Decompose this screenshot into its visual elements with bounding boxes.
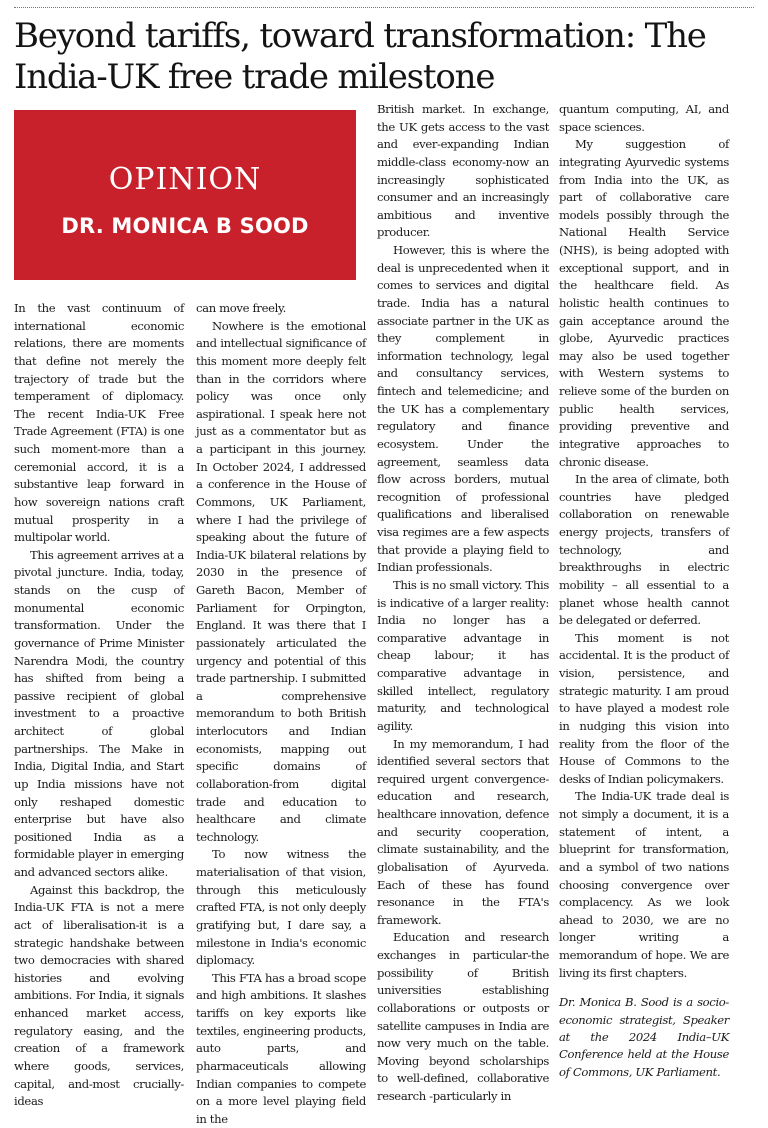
section-label: OPINION xyxy=(108,162,262,197)
headline: Beyond tariffs, toward transformation: The India-UK free trade milestone xyxy=(14,16,706,97)
paragraph: can move freely. xyxy=(196,301,286,315)
paragraph: This agreement arrives at a pivotal juncture. India, today, stands on the cusp of monumental economic transformation. Under the governance of Prime Minister Narendra Modi, the country has shifted from being a passive recipient of global investment to a proactive architect of global partnerships. The Make in India, Digital India, and Start up India missions have not only reshaped domestic enterprise but have also positioned India as a formidable player in emerging and advanced sectors alike. xyxy=(14,547,184,879)
article-column-2 xyxy=(196,300,366,1128)
top-dotted-rule xyxy=(14,7,754,8)
paragraph: My suggestion of integrating Ayurvedic systems from India into the UK, as part of collaborative care models possibly through the National Health Service (NHS), is being adopted with exceptional support, and in the healthcare field. As holistic health continues to gain acceptance around the globe, Ayurvedic practices may also be used together with Western systems to relieve some of the burden on public health services, providing preventive and integrative approaches to chronic disease. xyxy=(559,137,729,469)
paragraph: Education and research exchanges in particular-the possibility of British universities establishing collaborations or outposts or satellite campuses in India are now very much on the table. Moving beyond scholarships to well-defined, collaborative research -particularly in xyxy=(377,930,549,1103)
paragraph: In the area of climate, both countries have pledged collaboration on renewable energy projects, transfers of technology, and breakthroughs in electric mobility – all essential to a planet whose health cannot be delegated or deferred. xyxy=(559,472,729,628)
paragraph: This FTA has a broad scope and high ambitions. It slashes tariffs on key exports like textiles, engineering products, auto parts, and pharmaceuticals allowing Indian companies to compete on a more level playing field in the xyxy=(196,970,366,1126)
paragraph: Against this backdrop, the India-UK FTA is not a mere act of liberalisation-it is a strategic handshake between two democracies with shared histories and evolving ambitions. For India, it signals enhanced market access, regulatory easing, and the creation of a framework where goods, services, capital, and-most crucially-ideas xyxy=(14,882,184,1109)
paragraph: This moment is not accidental. It is the product of vision, persistence, and strategic maturity. I am proud to have played a modest role in nudging this vision into reality from the floor of the House of Commons to the desks of Indian policymakers. xyxy=(559,630,729,786)
paragraph: quantum computing, AI, and space sciences. xyxy=(559,102,729,134)
article-column-3 xyxy=(377,101,549,1106)
opinion-banner xyxy=(14,110,356,280)
author-note: Dr. Monica B. Sood is a socio-economic strategist, Speaker at the 2024 India–UK Conference held at the House of Commons, UK Parliament. xyxy=(559,995,729,1079)
paragraph: To now witness the materialisation of that vision, through this meticulously crafted FTA, is not only deeply gratifying but, I dare say, a milestone in India's economic diplomacy. xyxy=(196,847,366,968)
paragraph: However, this is where the deal is unprecedented when it comes to services and digital trade. India has a natural associate partner in the UK as they complement in information technology, legal and consultancy services, fintech and telemedicine; and the UK has a complementary regulatory and finance ecosystem. Under the agreement, seamless data flow across borders, mutual recognition of professional qualifications and liberalised visa regimes are a few aspects that provide a playing field to Indian professionals. xyxy=(377,243,549,575)
paragraph: Nowhere is the emotional and intellectual significance of this moment more deeply felt than in the corridors where policy was once only aspirational. I speak here not just as a commentator but as a participant in this journey. In October 2024, I addressed a conference in the House of Commons, UK Parliament, where I had the privilege of speaking about the future of India-UK bilateral relations by 2030 in the presence of Gareth Bacon, Member of Parliament for Orpington, England. It was there that I passionately articulated the urgency and potential of this trade partnership. I submitted a comprehensive memorandum to both British interlocutors and Indian economists, mapping out specific domains of collaboration-from digital trade and education to healthcare and climate technology. xyxy=(196,318,366,844)
article-column-1 xyxy=(14,300,184,1111)
paragraph: In my memorandum, I had identified several sectors that required urgent convergence-education and research, healthcare innovation, defence and security cooperation, climate sustainability, and the globalisation of Ayurveda. Each of these has found resonance in the FTA's framework. xyxy=(377,736,549,927)
paragraph: In the vast continuum of international economic relations, there are moments that define not merely the trajectory of trade but the temperament of diplomacy. The recent India-UK Free Trade Agreement (FTA) is one such moment-more than a ceremonial accord, it is a substantive leap forward in how sovereign nations craft mutual prosperity in a multipolar world. xyxy=(14,301,184,545)
article-column-4 xyxy=(559,101,729,1081)
paragraph: This is no small victory. This is indicative of a larger reality: India no longer has a comparative advantage in cheap labour; it has comparative advantage in skilled intellect, regulatory maturity, and technological agility. xyxy=(377,577,549,733)
author-name: DR. MONICA B SOOD xyxy=(61,214,309,238)
paragraph: British market. In exchange, the UK gets access to the vast and ever-expanding Indian middle-class economy-now an increasingly sophisticated consumer and an increasingly ambitious and inventive producer. xyxy=(377,102,549,240)
paragraph: The India-UK trade deal is not simply a document, it is a statement of intent, a blueprint for transformation, and a symbol of two nations choosing convergence over complacency. As we look ahead to 2030, we are no longer writing a memorandum of hope. We are living its first chapters. xyxy=(559,789,729,980)
